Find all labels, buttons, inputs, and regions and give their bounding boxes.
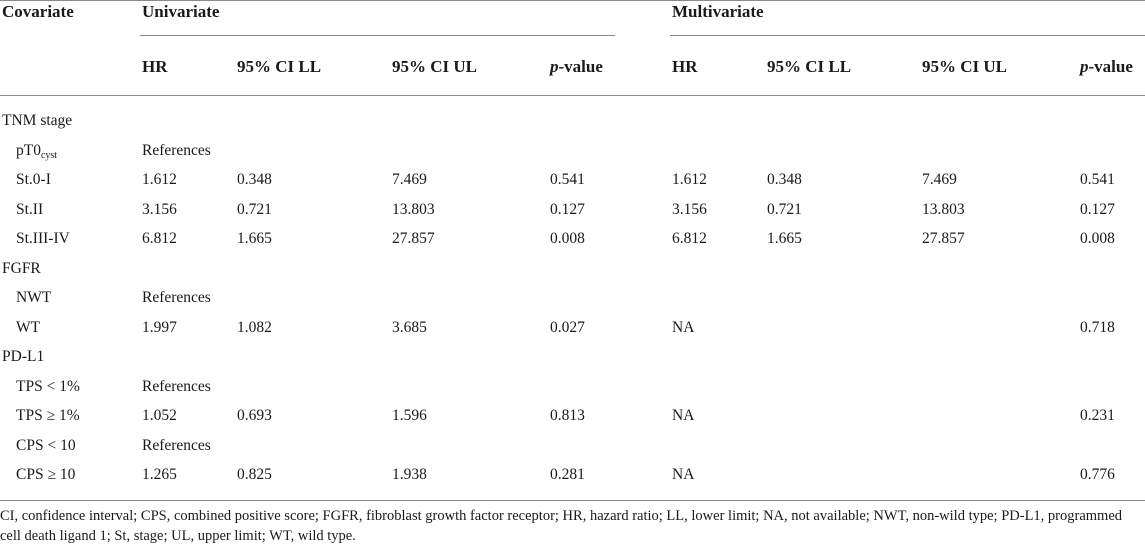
row-label: CPS < 10 [16,437,76,454]
cell-multivariate-p-value: 0.127 [1080,201,1115,218]
cell-multivariate-ci-ul: 7.469 [922,171,957,188]
cell-univariate-ci-ul: 13.803 [392,201,435,218]
cell-multivariate-p-value: 0.718 [1080,319,1115,336]
row-label: St.0-I [16,171,51,188]
cell-univariate-p-value: 0.541 [550,171,585,188]
subheader-u-ci-ll: 95% CI LL [237,57,322,76]
row-label: TNM stage [2,112,73,129]
header-multivariate: Multivariate [672,2,764,21]
cell-multivariate-ci-ll: 0.348 [767,171,802,188]
subheader-m-p-value: p-value [1080,57,1133,76]
cell-univariate-p-value: 0.127 [550,201,585,218]
cell-univariate-hr: 3.156 [142,201,177,218]
cell-univariate-ci-ll: 0.825 [237,466,272,483]
subheader-m-ci-ul: 95% CI UL [922,57,1008,76]
cell-univariate-hr: 1.997 [142,319,177,336]
table-footnote: CI, confidence interval; CPS, combined positive score; FGFR, fibroblast growth factor receptor; HR, hazard ratio; LL, lower limit; NA, not available; NWT, non-wild type; PD-L1, programmed cell death ligand 1; St, stage; UL, upper limit; WT, wild type. [0,508,1123,544]
cell-univariate-ci-ll: 1.082 [237,319,272,336]
subheader-u-hr: HR [142,57,168,76]
cell-univariate-ci-ul: 1.596 [392,407,427,424]
cell-univariate-ci-ll: 1.665 [237,230,272,247]
row-label: TPS < 1% [16,378,80,395]
cell-multivariate-hr: 1.612 [672,171,707,188]
cell-univariate-hr: 6.812 [142,230,177,247]
cell-multivariate-hr: NA [672,319,695,336]
row-label: PD-L1 [2,348,45,365]
cell-multivariate-hr: NA [672,407,695,424]
cell-univariate-ci-ll: 0.693 [237,407,272,424]
row-label: TPS ≥ 1% [16,407,80,424]
row-label: WT [16,319,41,336]
cell-univariate-ci-ll: 0.721 [237,201,272,218]
subheader-m-hr: HR [672,57,698,76]
cell-multivariate-ci-ul: 27.857 [922,230,965,247]
cell-univariate-hr: References [142,289,211,306]
cell-univariate-p-value: 0.281 [550,466,585,483]
header-univariate: Univariate [142,2,220,21]
top-rule [0,0,1145,1]
cell-univariate-ci-ul: 3.685 [392,319,427,336]
cell-univariate-p-value: 0.027 [550,319,585,336]
subheader-u-ci-ul: 95% CI UL [392,57,478,76]
cell-univariate-hr: 1.265 [142,466,177,483]
row-label: FGFR [2,260,41,277]
subheader-u-p-value: p-value [550,57,603,76]
cell-univariate-p-value: 0.008 [550,230,585,247]
cell-univariate-hr: 1.612 [142,171,177,188]
cell-multivariate-p-value: 0.541 [1080,171,1115,188]
row-label: CPS ≥ 10 [16,466,76,483]
cell-multivariate-p-value: 0.008 [1080,230,1115,247]
multivariate-rule [670,35,1145,36]
cell-univariate-ci-ul: 27.857 [392,230,435,247]
cell-univariate-hr: References [142,142,211,159]
cell-univariate-ci-ul: 1.938 [392,466,427,483]
cell-univariate-hr: 1.052 [142,407,177,424]
row-label: NWT [16,289,52,306]
cell-univariate-ci-ul: 7.469 [392,171,427,188]
cell-multivariate-p-value: 0.231 [1080,407,1115,424]
row-label: St.III-IV [16,230,70,247]
row-label: $pT0_{cyst}$ [16,142,58,161]
cell-multivariate-ci-ll: 1.665 [767,230,802,247]
cell-univariate-hr: References [142,437,211,454]
cell-multivariate-hr: 6.812 [672,230,707,247]
subheader-m-ci-ll: 95% CI LL [767,57,852,76]
cell-multivariate-p-value: 0.776 [1080,466,1115,483]
row-label: St.II [16,201,44,218]
cell-multivariate-ci-ll: 0.721 [767,201,802,218]
header-covariate: Covariate [2,2,74,21]
univariate-rule [140,35,615,36]
header-rule [0,95,1145,96]
cell-multivariate-hr: 3.156 [672,201,707,218]
cell-multivariate-ci-ul: 13.803 [922,201,965,218]
bottom-rule [0,500,1145,501]
cell-univariate-p-value: 0.813 [550,407,585,424]
cell-univariate-hr: References [142,378,211,395]
cell-multivariate-hr: NA [672,466,695,483]
cell-univariate-ci-ll: 0.348 [237,171,272,188]
